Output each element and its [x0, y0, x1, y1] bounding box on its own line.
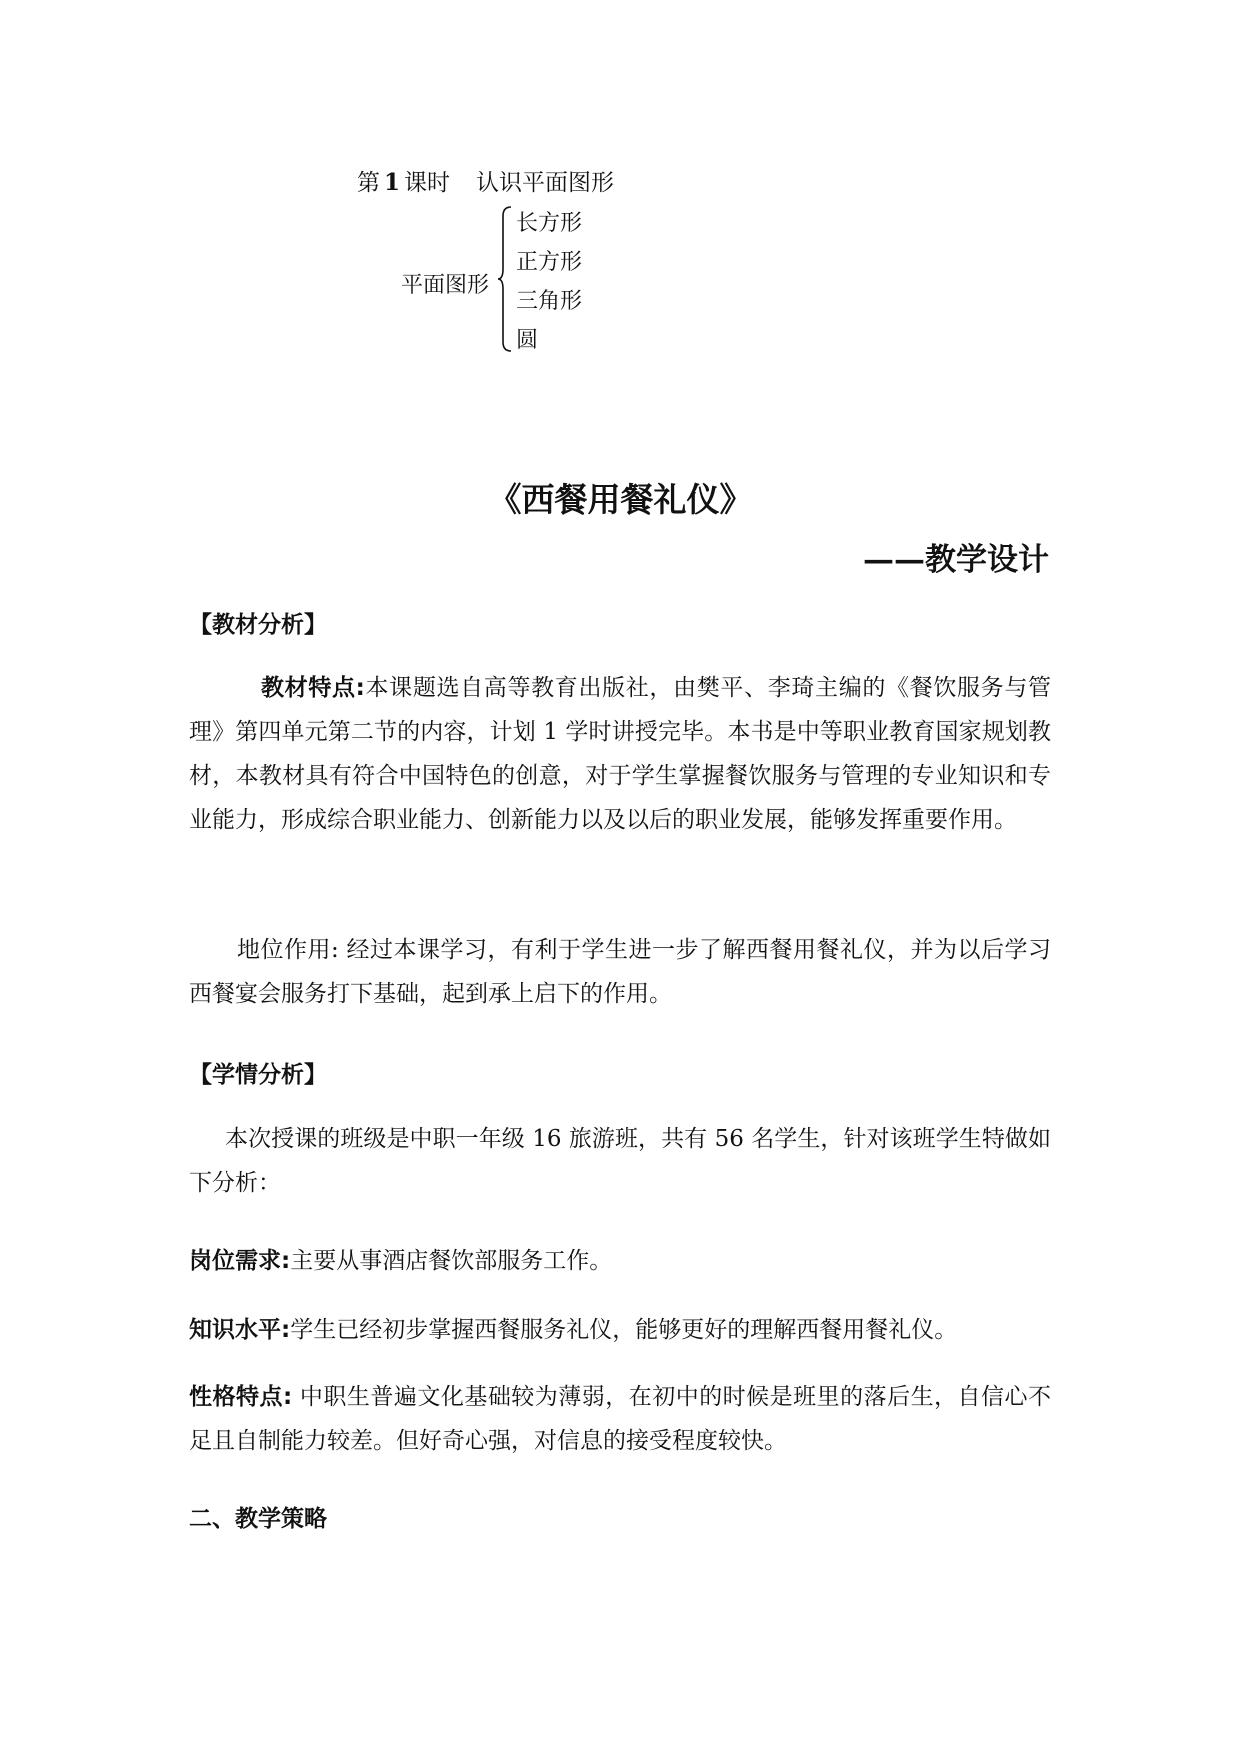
lesson-number: 1: [384, 169, 401, 196]
knowledge-label: 知识水平:: [189, 1317, 291, 1343]
shape-item-square: 正方形: [516, 250, 583, 275]
paragraph-position: 地位作用: 经过本课学习，有利于学生进一步了解西餐用餐礼仪，并为以后学习西餐宴会服务打下基础，起到承上启下的作用。: [189, 937, 1051, 1007]
paragraph-material: [189, 666, 1051, 842]
shape-item-triangle: 三角形: [516, 289, 583, 314]
paragraph-students: 本次授课的班级是中职一年级 16 旅游班，共有 56 名学生，针对该班学生特做如下分析：: [189, 1126, 1051, 1196]
knowledge-text: 学生已经初步掌握西餐服务礼仪，能够更好的理解西餐用餐礼仪。: [290, 1317, 958, 1343]
document-subtitle: ——教学设计: [863, 542, 1049, 578]
section-heading-strategy: 二、教学策略: [189, 1506, 327, 1532]
character-label: 性格特点:: [189, 1384, 293, 1410]
character-text: 中职生普遍文化基础较为薄弱，在初中的时候是班里的落后生，自信心不足且自制能力较差。但好奇心强，对信息的接受程度较快。: [189, 1384, 1051, 1454]
job-text: 主要从事酒店餐饮部服务工作。: [290, 1248, 613, 1274]
curly-brace-icon: [498, 206, 512, 352]
paragraph-knowledge: [189, 1308, 1051, 1352]
section-heading-students: 【学情分析】: [189, 1062, 327, 1088]
shape-root-label: 平面图形: [401, 273, 490, 298]
lesson-suffix: 课时: [404, 170, 451, 196]
material-text: 本课题选自高等教育出版社，由樊平、李琦主编的《餐饮服务与管理》第四单元第二节的内容，计划 1 学时讲授完毕。本书是中等职业教育国家规划教材，本教材具有符合中国特色的创意，对于学生掌握餐饮服务与管理的专业知识和专业能力，形成综合职业能力、创新能力以及以后的职业发展，能够发挥重要作用。: [189, 675, 1051, 833]
paragraph-character: [189, 1375, 1051, 1463]
shape-item-rectangle: 长方形: [516, 211, 583, 236]
document-title: 《西餐用餐礼仪》: [488, 480, 753, 519]
material-label: 教材特点:: [261, 675, 365, 701]
section-heading-material: 【教材分析】: [189, 612, 327, 638]
lesson-topic: 认识平面图形: [476, 170, 615, 196]
job-label: 岗位需求:: [189, 1248, 291, 1274]
shape-item-circle: 圆: [516, 328, 539, 353]
lesson-prefix: 第: [357, 170, 380, 196]
lesson-title: [357, 164, 614, 197]
paragraph-job: [189, 1239, 1051, 1283]
